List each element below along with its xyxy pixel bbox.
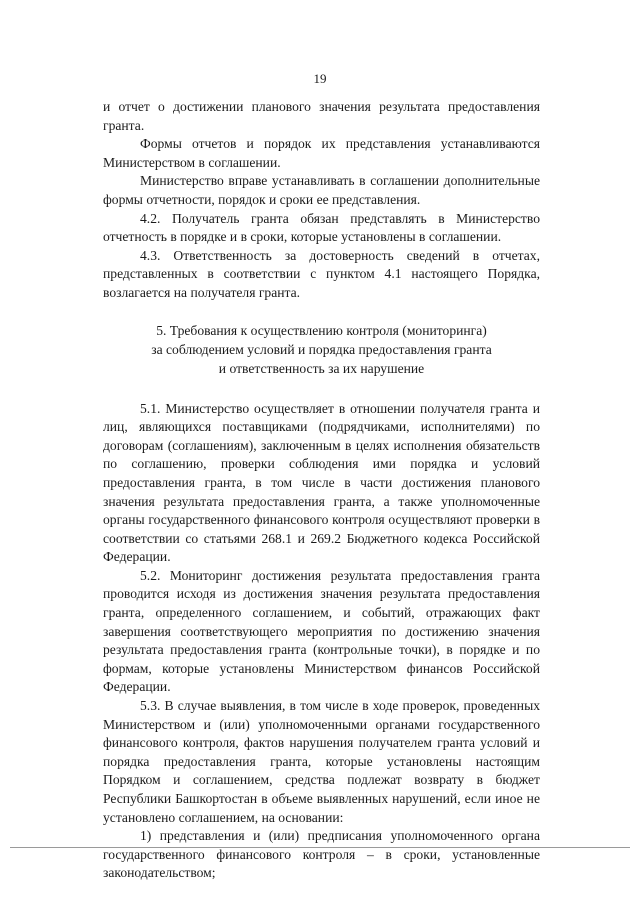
paragraphs-bottom [103, 400, 540, 883]
document-body [103, 98, 540, 883]
paragraph: Министерство вправе устанавливать в соглашении дополнительные формы отчетности, порядок и сроки ее представления. [103, 173, 540, 207]
page-number: 19 [313, 71, 327, 86]
section-heading-line-3: и ответственность за их нарушение [218, 360, 425, 376]
paragraph: 4.3. Ответственность за достоверность сведений в отчетах, представленных в соответствии с пунктом 4.1 настоящего Порядка, возлагается на получателя гранта. [103, 247, 540, 300]
paragraph: 1) представления и (или) предписания уполномоченного органа государственного финансового контроля – в сроки, установленные законодательством; [103, 828, 540, 881]
paragraph: 5.3. В случае выявления, в том числе в ходе проверок, проведенных Министерством и (или) уполномоченными органами государственного финансового контроля, фактов нарушения получателем гранта условий и порядка предоставления гранта, которые установлены настоящим Порядком и соглашением, средства подлежат возврату в бюджет Республики Башкортостан в объеме выявленных нарушений, если иное не установлено соглашением, на основании: [103, 698, 540, 825]
paragraph: 4.2. Получатель гранта обязан представлять в Министерство отчетность в порядке и в сроки, которые установлены в соглашении. [103, 210, 540, 245]
paragraph: Формы отчетов и порядок их представления устанавливаются Министерством в соглашении. [103, 136, 540, 170]
page-bottom-rule [10, 847, 630, 848]
section-heading-line-1: 5. Требования к осуществлению контроля (мониторинга) [156, 322, 487, 338]
paragraphs-top [103, 98, 540, 303]
paragraph: 5.1. Министерство осуществляет в отношении получателя гранта и лиц, являющихся поставщиками (подрядчиками, исполнителями) по договорам (соглашениям), заключенным в целях исполнения обязательств по соглашению, проверки соблюдения ими порядка и условий предоставления гранта, в том числе в части достижения планового значения результата предоставления гранта, а также уполномоченные органы государственного финансового контроля осуществляют проверки в соответствии со статьями 268.1 и 269.2 Бюджетного кодекса Российской Федерации. [103, 400, 540, 565]
paragraph: и отчет о достижении планового значения результата предоставления гранта. [103, 99, 540, 133]
section-heading-line-2: за соблюдением условий и порядка предоставления гранта [151, 341, 492, 357]
paragraph: 5.2. Мониторинг достижения результата предоставления гранта проводится исходя из достижения значения результата предоставления гранта, определенного соглашением, и событий, отражающих факт завершения соответствующего мероприятия по достижению значения результата предоставления гранта (контрольные точки), в порядке и по формам, которые установлены Министерством финансов Российской Федерации. [103, 567, 540, 695]
section-heading [103, 321, 540, 378]
